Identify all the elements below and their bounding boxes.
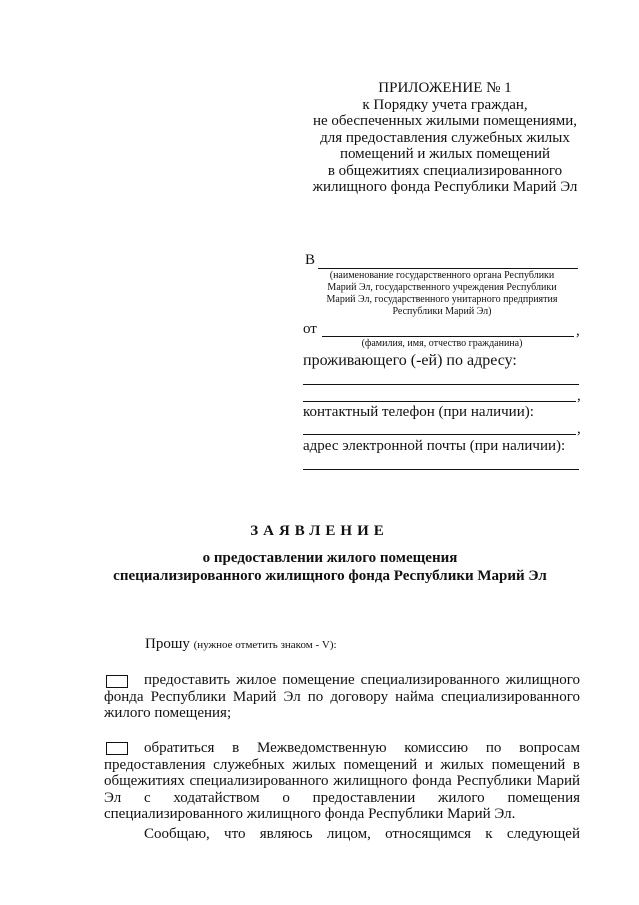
to-hint-line: Марий Эл, государственного учреждения Республики bbox=[327, 282, 557, 293]
residence-comma: , bbox=[577, 388, 581, 404]
statement-title: ЗАЯВЛЕНИЕ bbox=[250, 523, 389, 539]
residence-label: проживающего (-ей) по адресу: bbox=[303, 352, 517, 369]
request-prefix: Прошу bbox=[145, 636, 190, 652]
from-prefix: от bbox=[303, 321, 317, 337]
residence-field-line-2[interactable] bbox=[303, 401, 576, 402]
from-field-line[interactable] bbox=[322, 336, 574, 337]
from-hint: (фамилия, имя, отчество гражданина) bbox=[361, 338, 523, 349]
residence-field-line-1[interactable] bbox=[303, 384, 579, 385]
appendix-line: не обеспеченных жилыми помещениями, bbox=[312, 113, 577, 129]
appendix-line: к Порядку учета граждан, bbox=[362, 96, 528, 113]
phone-field-line[interactable] bbox=[303, 434, 576, 435]
email-field-line[interactable] bbox=[303, 469, 579, 470]
to-hint-line: Марий Эл, государственного унитарного предприятия bbox=[326, 294, 558, 305]
statement-subtitle bbox=[90, 549, 570, 585]
to-prefix: В bbox=[305, 252, 316, 268]
statement-subtitle-line: о предоставлении жилого помещения bbox=[202, 550, 458, 566]
appendix-header bbox=[290, 80, 600, 196]
closing-text: Сообщаю, что являюсь лицом, относящимся к следующей bbox=[144, 826, 580, 842]
phone-label: контактный телефон (при наличии): bbox=[303, 404, 534, 420]
phone-comma: , bbox=[577, 421, 581, 437]
to-hint-line: Республики Марий Эл) bbox=[392, 306, 492, 317]
appendix-line: жилищного фонда Республики Марий Эл bbox=[312, 179, 578, 195]
from-comma: , bbox=[576, 323, 580, 339]
appendix-line: для предоставления служебных жилых bbox=[320, 129, 570, 146]
to-hint bbox=[305, 270, 579, 318]
appendix-title: ПРИЛОЖЕНИЕ № 1 bbox=[378, 80, 512, 96]
appendix-line: в общежитиях специализированного bbox=[327, 162, 563, 179]
to-field-line[interactable] bbox=[318, 268, 578, 269]
request-note: (нужное отметить знаком - V): bbox=[193, 639, 337, 651]
to-hint-line: (наименование государственного органа Республики bbox=[329, 270, 555, 281]
email-label: адрес электронной почты (при наличии): bbox=[303, 438, 566, 454]
appendix-line: помещений и жилых помещений bbox=[339, 146, 551, 162]
option-1-text: предоставить жилое помещение специализированного жилищного фонда Республики Марий Эл по договору найма специализированного жилого помещения; bbox=[104, 672, 580, 721]
request-line bbox=[145, 636, 337, 653]
statement-subtitle-line: специализированного жилищного фонда Республики Марий Эл bbox=[113, 568, 547, 584]
option-2-text: обратиться в Межведомственную комиссию по вопросам предоставления служебных жилых помещений и жилых помещений в общежитиях специализированного жилищного фонда Республики Марий Эл с ходатайством о предоставлении жилого помещения специализированного жилищного фонда Республики Марий Эл. bbox=[104, 740, 580, 822]
